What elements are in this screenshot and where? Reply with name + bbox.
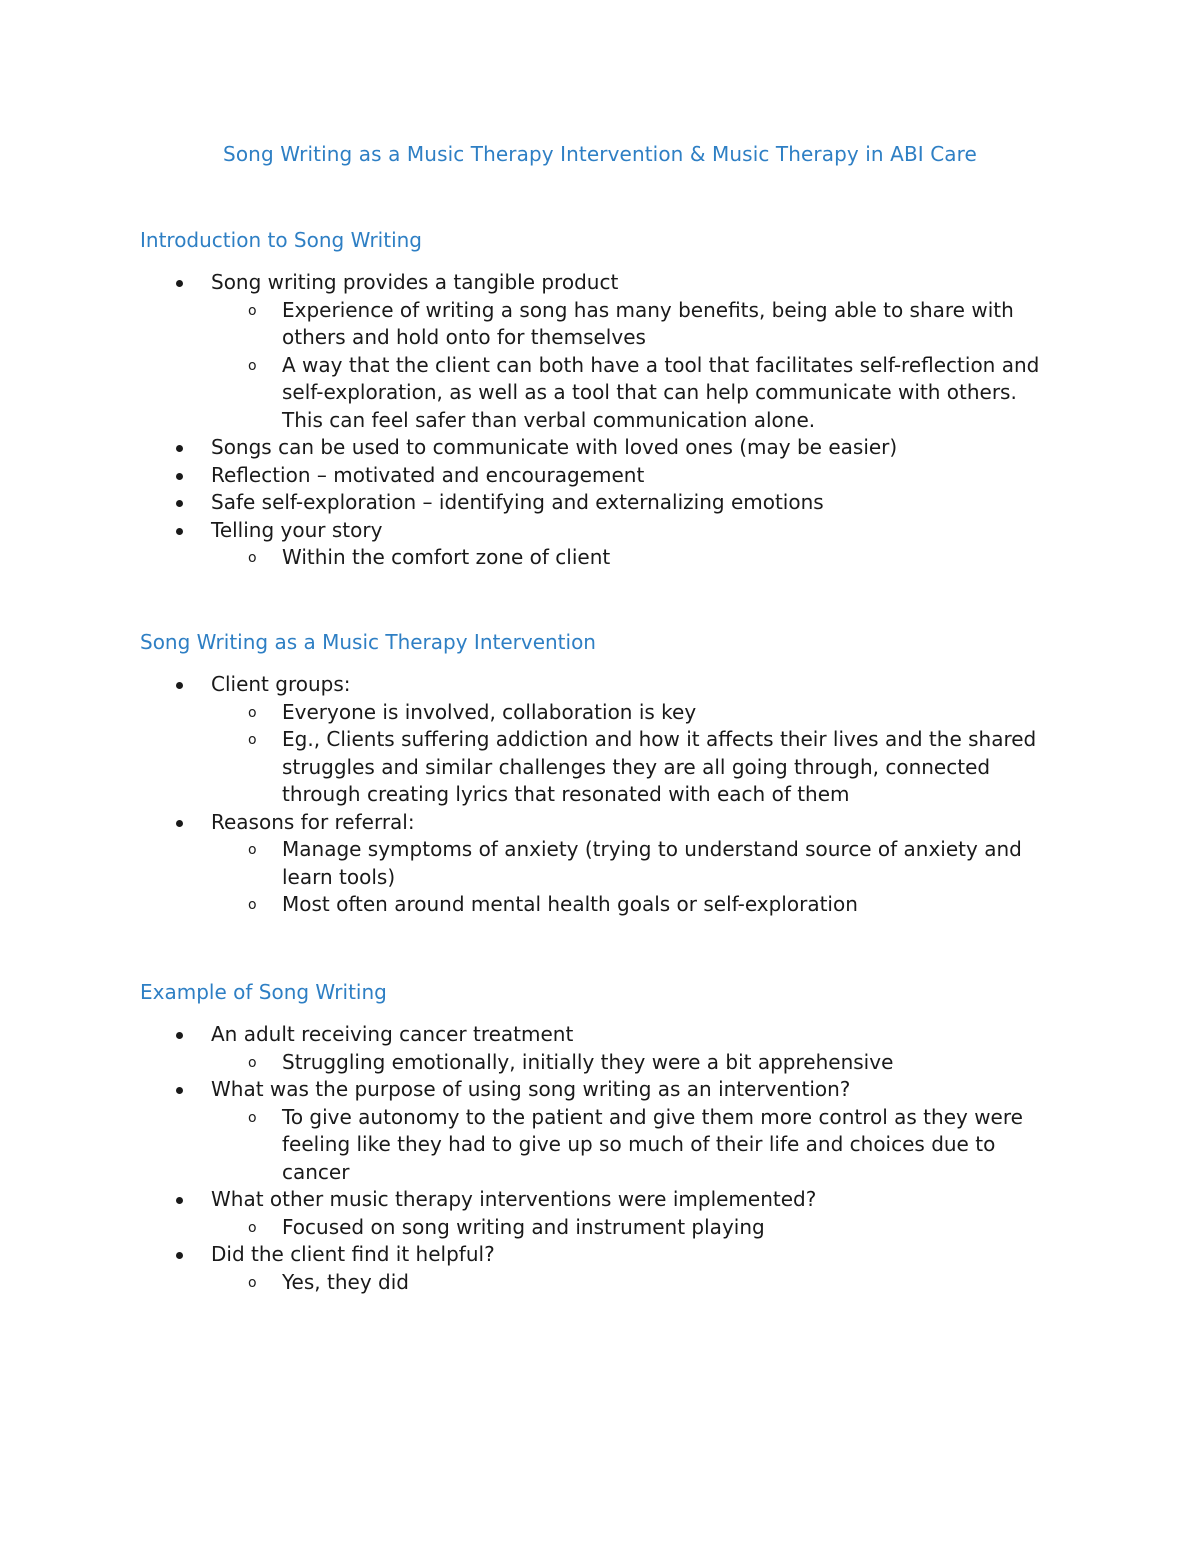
list-item: Reasons for referral:: [140, 809, 1070, 837]
sub-list-item: o To give autonomy to the patient and give them more control as they were feeling like they had to give up so much of their life and choices due to cancer: [140, 1104, 1070, 1187]
sub-list-item: o Struggling emotionally, initially they were a bit apprehensive: [140, 1049, 1070, 1077]
list-item: Song writing provides a tangible product: [140, 269, 1070, 297]
sub-list-item: o Eg., Clients suffering addiction and how it affects their lives and the shared struggles and similar challenges they are all going through, connected through creating lyrics that resonated with each of them: [140, 726, 1070, 809]
section-heading: Introduction to Song Writing: [140, 228, 422, 252]
list-item: What other music therapy interventions were implemented?: [140, 1186, 1070, 1214]
section-heading: Example of Song Writing: [140, 980, 387, 1004]
list-item: Did the client find it helpful?: [140, 1241, 1070, 1269]
list-item: An adult receiving cancer treatment: [140, 1021, 1070, 1049]
bullet-list: [140, 269, 1070, 572]
sub-list-item: o Focused on song writing and instrument playing: [140, 1214, 1070, 1242]
document-title: Song Writing as a Music Therapy Intervention & Music Therapy in ABI Care: [223, 142, 977, 166]
sub-list-item: o Yes, they did: [140, 1269, 1070, 1297]
list-item: Reflection – motivated and encouragement: [140, 462, 1070, 490]
list-item: Client groups:: [140, 671, 1070, 699]
list-item: Songs can be used to communicate with loved ones (may be easier): [140, 434, 1070, 462]
list-item: Safe self-exploration – identifying and externalizing emotions: [140, 489, 1070, 517]
sub-list-item: o Most often around mental health goals or self-exploration: [140, 891, 1070, 919]
bullet-list: [140, 671, 1070, 919]
sub-list-item: o Everyone is involved, collaboration is key: [140, 699, 1070, 727]
list-item: What was the purpose of using song writing as an intervention?: [140, 1076, 1070, 1104]
section-heading: Song Writing as a Music Therapy Intervention: [140, 630, 596, 654]
section-introduction: [140, 226, 1070, 572]
list-item: Telling your story: [140, 517, 1070, 545]
sub-list-item: o Manage symptoms of anxiety (trying to understand source of anxiety and learn tools): [140, 836, 1070, 891]
sub-list-item: o A way that the client can both have a tool that facilitates self-reflection and self-exploration, as well as a tool that can help communicate with others. This can feel safer than verbal communication alone.: [140, 352, 1070, 435]
section-example: [140, 978, 1070, 1296]
bullet-list: [140, 1021, 1070, 1296]
sub-list-item: o Experience of writing a song has many benefits, being able to share with others and hold onto for themselves: [140, 297, 1070, 352]
section-intervention: [140, 628, 1070, 919]
sub-list-item: o Within the comfort zone of client: [140, 544, 1070, 572]
